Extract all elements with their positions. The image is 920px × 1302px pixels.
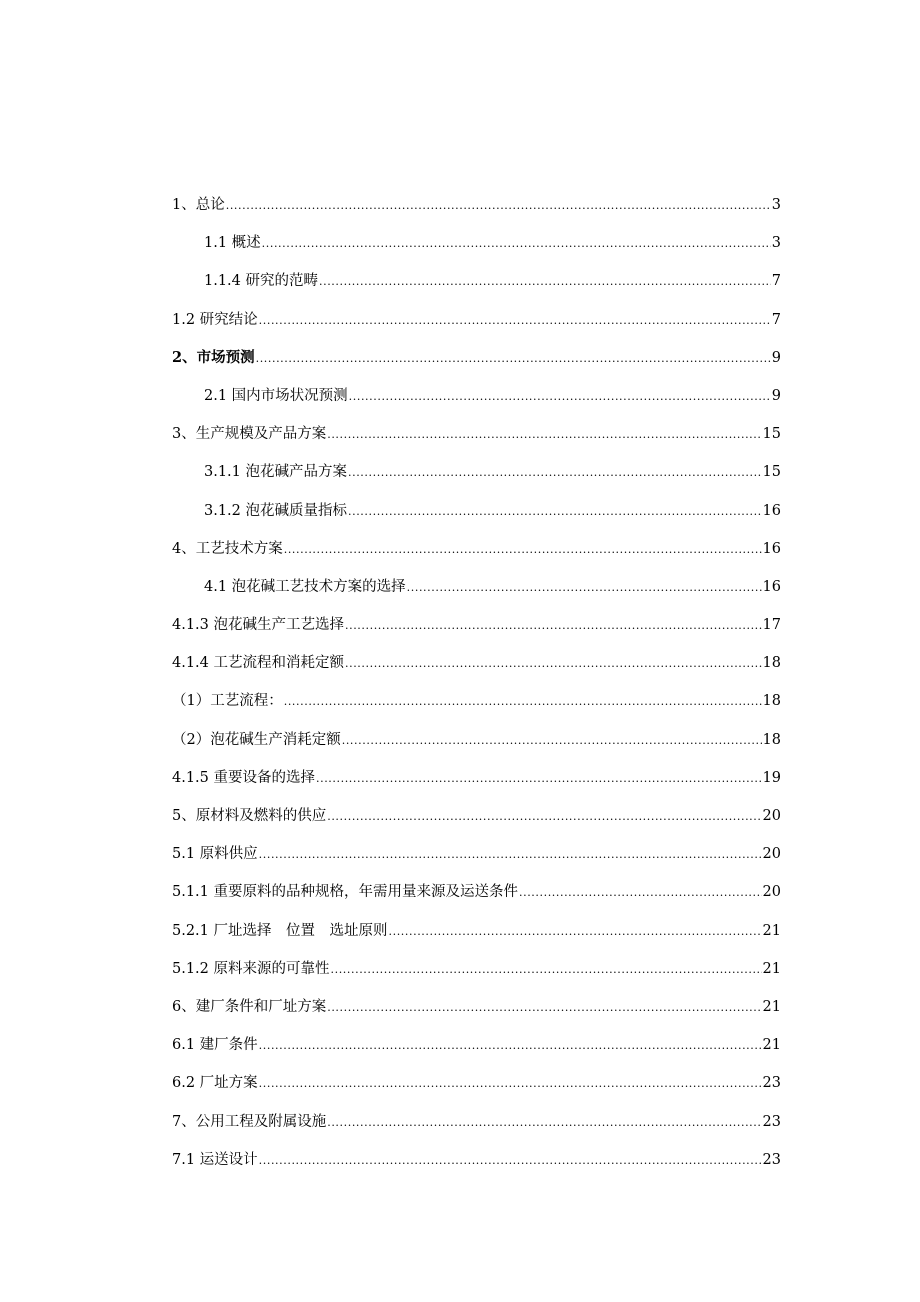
toc-entry-label: （2）泡花碱生产消耗定额 <box>172 731 341 748</box>
toc-entry-page-number: 15 <box>762 464 781 481</box>
toc-entry-page-number: 3 <box>771 197 781 213</box>
toc-entry-label: 5、原材料及燃料的供应 <box>172 808 327 824</box>
toc-dot-leader <box>256 340 771 378</box>
toc-dot-leader <box>259 836 762 874</box>
toc-entry-label: 4.1.5 重要设备的选择 <box>172 769 316 786</box>
toc-entry-label: 2.1 国内市场状况预测 <box>204 387 348 404</box>
toc-entry-page-number: 3 <box>771 235 781 252</box>
toc-entry-label: （1）工艺流程： <box>172 693 283 710</box>
toc-dot-leader <box>327 989 761 1027</box>
toc-entry[interactable] <box>172 835 781 873</box>
toc-entry[interactable] <box>172 224 781 262</box>
toc-dot-leader <box>348 454 762 492</box>
toc-dot-leader <box>319 263 771 301</box>
toc-entry-label: 5.2.1 厂址选择 位置 选址原则 <box>172 922 388 939</box>
toc-entry-page-number: 21 <box>762 998 781 1015</box>
toc-dot-leader <box>316 760 762 798</box>
toc-entry-label: 3.1.1 泡花碱产品方案 <box>204 464 348 481</box>
toc-dot-leader <box>259 1027 762 1065</box>
toc-entry[interactable] <box>172 1141 781 1179</box>
toc-dot-leader <box>519 874 762 912</box>
toc-entry-page-number: 21 <box>762 1037 781 1054</box>
toc-dot-leader <box>284 531 762 569</box>
toc-entry[interactable] <box>172 492 781 530</box>
toc-dot-leader <box>259 1065 762 1103</box>
toc-dot-leader <box>327 1104 761 1142</box>
toc-entry-label: 2、市场预测 <box>172 348 255 366</box>
toc-entry[interactable] <box>172 453 781 491</box>
toc-entry[interactable] <box>172 186 781 224</box>
toc-entry-page-number: 18 <box>762 655 781 672</box>
toc-entry[interactable] <box>172 377 781 415</box>
toc-entry-page-number: 16 <box>762 502 781 519</box>
toc-entry-page-number: 21 <box>762 922 781 939</box>
toc-entry-page-number: 23 <box>762 1075 781 1092</box>
toc-dot-leader <box>348 493 762 531</box>
toc-entry[interactable] <box>172 606 781 644</box>
toc-entry-label: 3.1.2 泡花碱质量指标 <box>204 502 348 519</box>
toc-entry-page-number: 9 <box>771 387 781 404</box>
toc-entry[interactable] <box>172 682 781 720</box>
toc-dot-leader <box>226 187 771 225</box>
toc-entry[interactable] <box>172 644 781 682</box>
toc-entry-label: 6.2 厂址方案 <box>172 1075 258 1092</box>
toc-entry[interactable] <box>172 759 781 797</box>
toc-entry[interactable] <box>172 950 781 988</box>
toc-entry-label: 4.1.3 泡花碱生产工艺选择 <box>172 617 345 634</box>
toc-entry-page-number: 18 <box>762 731 781 748</box>
toc-entry-label: 4.1 泡花碱工艺技术方案的选择 <box>204 578 406 595</box>
toc-entry-page-number: 20 <box>762 808 781 824</box>
toc-entry-label: 5.1.2 原料来源的可靠性 <box>172 960 330 977</box>
toc-dot-leader <box>284 683 762 721</box>
toc-entry-label: 5.1 原料供应 <box>172 846 258 863</box>
toc-entry[interactable] <box>172 530 781 568</box>
toc-dot-leader <box>389 913 762 951</box>
toc-entry-page-number: 21 <box>762 960 781 977</box>
toc-entry[interactable] <box>172 988 781 1026</box>
toc-dot-leader <box>327 798 761 836</box>
toc-entry-page-number: 16 <box>762 540 781 557</box>
toc-entry-label: 7.1 运送设计 <box>172 1151 258 1168</box>
toc-entry-page-number: 20 <box>762 846 781 863</box>
toc-entry-label: 3、生产规模及产品方案 <box>172 426 327 443</box>
toc-dot-leader <box>407 569 762 607</box>
toc-entry-label: 1.2 研究结论 <box>172 311 258 328</box>
table-of-contents <box>172 186 781 1179</box>
toc-entry[interactable] <box>172 301 781 339</box>
toc-entry-label: 1.1 概述 <box>204 235 261 252</box>
toc-entry-label: 1、总论 <box>172 197 225 213</box>
toc-entry-page-number: 23 <box>762 1151 781 1168</box>
toc-entry-page-number: 9 <box>771 349 781 366</box>
toc-entry-label: 1.1.4 研究的范畴 <box>204 273 319 290</box>
toc-entry[interactable] <box>172 1103 781 1141</box>
toc-dot-leader <box>259 302 771 340</box>
toc-entry-page-number: 18 <box>762 693 781 710</box>
toc-entry-label: 6、建厂条件和厂址方案 <box>172 998 327 1015</box>
toc-entry-label: 4、工艺技术方案 <box>172 540 283 557</box>
toc-entry-label: 6.1 建厂条件 <box>172 1037 258 1054</box>
toc-entry[interactable] <box>172 912 781 950</box>
toc-entry[interactable] <box>172 1026 781 1064</box>
toc-dot-leader <box>342 722 762 760</box>
toc-entry-page-number: 17 <box>762 617 781 634</box>
toc-entry-label: 7、公用工程及附属设施 <box>172 1113 327 1130</box>
toc-entry-page-number: 16 <box>762 578 781 595</box>
toc-entry-page-number: 7 <box>771 273 781 290</box>
toc-entry[interactable] <box>172 721 781 759</box>
toc-dot-leader <box>345 645 762 683</box>
toc-entry-page-number: 7 <box>771 311 781 328</box>
toc-entry[interactable] <box>172 262 781 300</box>
toc-dot-leader <box>345 607 762 645</box>
toc-entry-page-number: 15 <box>762 426 781 443</box>
toc-entry[interactable] <box>172 797 781 835</box>
toc-entry[interactable] <box>172 415 781 453</box>
toc-dot-leader <box>262 225 771 263</box>
toc-entry-page-number: 23 <box>762 1113 781 1130</box>
toc-entry[interactable] <box>172 568 781 606</box>
toc-entry-label: 4.1.4 工艺流程和消耗定额 <box>172 655 345 672</box>
toc-dot-leader <box>259 1142 762 1180</box>
toc-dot-leader <box>331 951 762 989</box>
toc-entry[interactable] <box>172 873 781 911</box>
toc-entry[interactable] <box>172 339 781 377</box>
toc-entry-label: 5.1.1 重要原料的品种规格，年需用量来源及运送条件 <box>172 884 519 901</box>
toc-entry-page-number: 20 <box>762 884 781 901</box>
toc-entry[interactable] <box>172 1064 781 1102</box>
toc-dot-leader <box>349 378 771 416</box>
toc-entry-page-number: 19 <box>762 769 781 786</box>
toc-dot-leader <box>327 416 761 454</box>
